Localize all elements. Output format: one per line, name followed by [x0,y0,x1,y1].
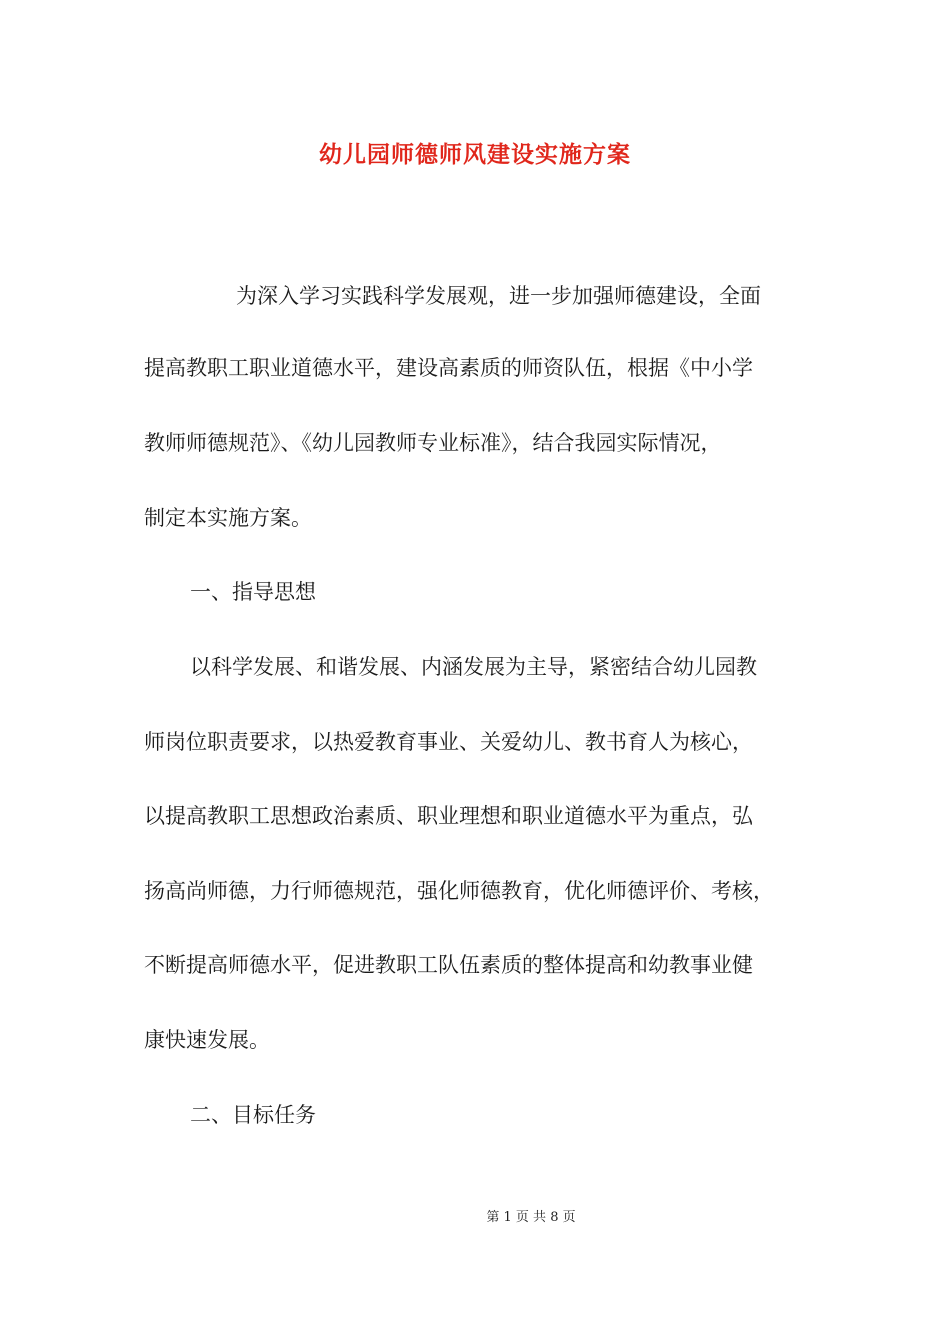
page-number-footer: 第 1 页 共 8 页 [486,1210,576,1225]
paragraph-line: 不断提高师德水平，促进教职工队伍素质的整体提高和幼教事业健 [144,953,753,977]
paragraph-line: 以提高教职工思想政治素质、职业理想和职业道德水平为重点，弘 [144,804,753,828]
paragraph-line: 教师师德规范》、《幼儿园教师专业标准》，结合我园实际情况， [144,431,722,455]
paragraph-line: 康快速发展。 [144,1028,270,1052]
section-heading: 一、指导思想 [190,580,316,604]
paragraph-line: 扬高尚师德，力行师德规范，强化师德教育，优化师德评价、考核， [144,879,774,903]
paragraph-line: 提高教职工职业道德水平，建设高素质的师资队伍，根据《中小学 [144,356,753,380]
paragraph-line: 为深入学习实践科学发展观，进一步加强师德建设，全面 [236,284,761,308]
document-title: 幼儿园师德师风建设实施方案 [319,141,631,168]
paragraph-line: 以科学发展、和谐发展、内涵发展为主导，紧密结合幼儿园教 [190,655,757,679]
paragraph-line: 制定本实施方案。 [144,506,312,530]
paragraph-line: 师岗位职责要求，以热爱教育事业、关爱幼儿、教书育人为核心， [144,730,753,754]
section-heading: 二、目标任务 [190,1103,316,1127]
